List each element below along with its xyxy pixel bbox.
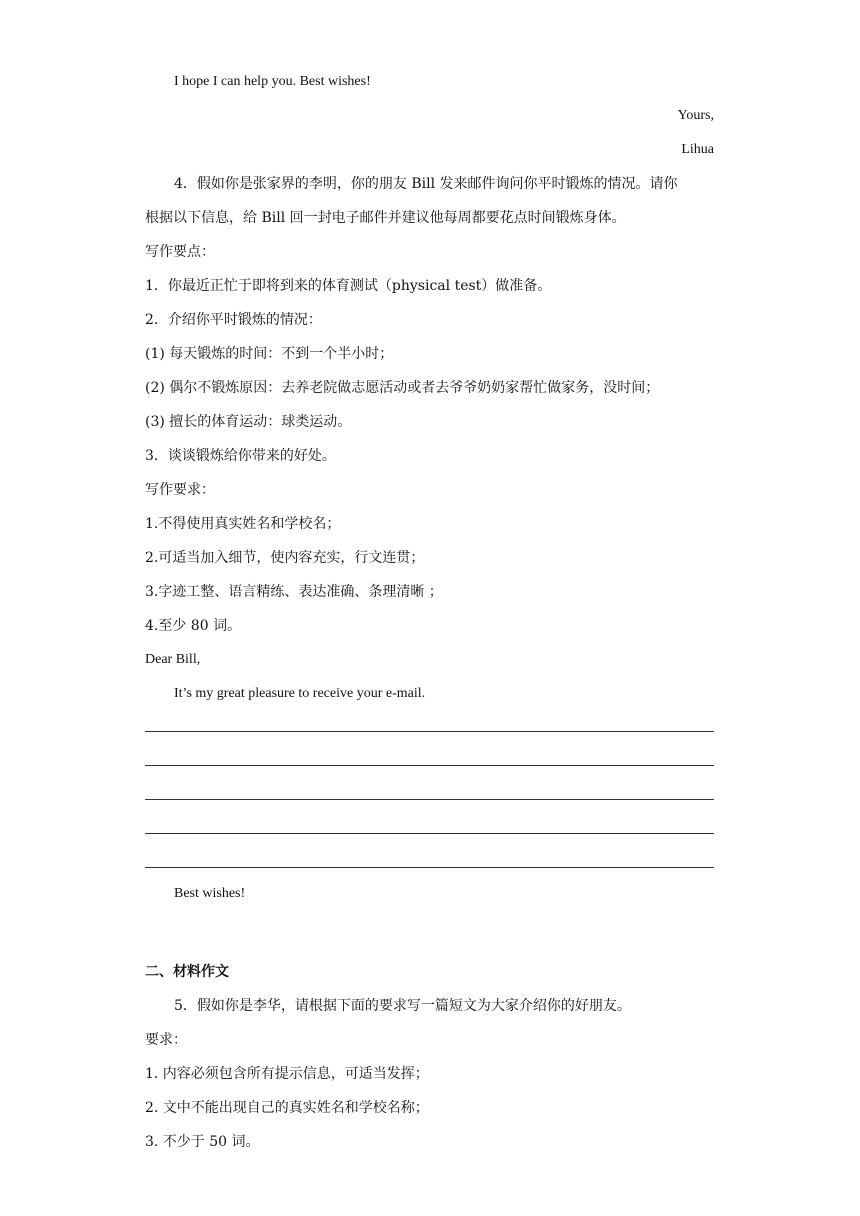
q4-point-item: 1．你最近正忙于即将到来的体育测试（physical test）做准备。 <box>145 278 552 294</box>
q4-best-wishes: Best wishes! <box>174 886 246 901</box>
q4-point-item: (3) 擅长的体育运动：球类运动。 <box>145 414 352 430</box>
q5-requirements-heading: 要求： <box>145 1032 187 1048</box>
q4-point-item: (1) 每天锻炼的时间：不到一个半小时； <box>145 346 394 362</box>
q4-requirements-heading: 写作要求： <box>145 482 215 498</box>
q5-requirement-item: 3. 不少于 50 词。 <box>145 1134 260 1150</box>
q4-salutation: Dear Bill, <box>145 652 201 667</box>
answer-line[interactable] <box>145 765 714 766</box>
q5-requirement-item: 2. 文中不能出现自己的真实姓名和学校名称； <box>145 1100 429 1116</box>
q4-requirement-item: 3.字迹工整、语言精练、表达准确、条理清晰 ； <box>145 584 443 600</box>
letter-signature: Lihua <box>681 142 714 157</box>
answer-line[interactable] <box>145 731 714 732</box>
q4-point-item: (2) 偶尔不锻炼原因：去养老院做志愿活动或者去爷爷奶奶家帮忙做家务，没时间； <box>145 380 660 396</box>
letter-yours: Yours, <box>677 108 714 123</box>
q4-prompt-line1: 4．假如你是张家界的李明，你的朋友 Bill 发来邮件询问你平时锻炼的情况。请你 <box>174 176 678 192</box>
q4-points-heading: 写作要点： <box>145 244 215 260</box>
q4-point-item: 2．介绍你平时锻炼的情况： <box>145 312 322 328</box>
q5-prompt: 5．假如你是李华，请根据下面的要求写一篇短文为大家介绍你的好朋友。 <box>174 998 631 1014</box>
answer-line[interactable] <box>145 799 714 800</box>
q4-prompt-line2: 根据以下信息，给 Bill 回一封电子邮件并建议他每周都要花点时间锻炼身体。 <box>145 210 626 226</box>
q5-requirement-item: 1. 内容必须包含所有提示信息，可适当发挥； <box>145 1066 429 1082</box>
answer-line[interactable] <box>145 833 714 834</box>
q4-point-item: 3．谈谈锻炼给你带来的好处。 <box>145 448 336 464</box>
q4-requirement-item: 2.可适当加入细节，使内容充实，行文连贯； <box>145 550 425 566</box>
letter-closing-line: I hope I can help you. Best wishes! <box>174 74 371 89</box>
q4-opening: It’s my great pleasure to receive your e-mail. <box>174 686 426 701</box>
q4-requirement-item: 1.不得使用真实姓名和学校名； <box>145 516 341 532</box>
section2-heading: 二、材料作文 <box>145 964 229 980</box>
q4-requirement-item: 4.至少 80 词。 <box>145 618 242 634</box>
answer-line[interactable] <box>145 867 714 868</box>
